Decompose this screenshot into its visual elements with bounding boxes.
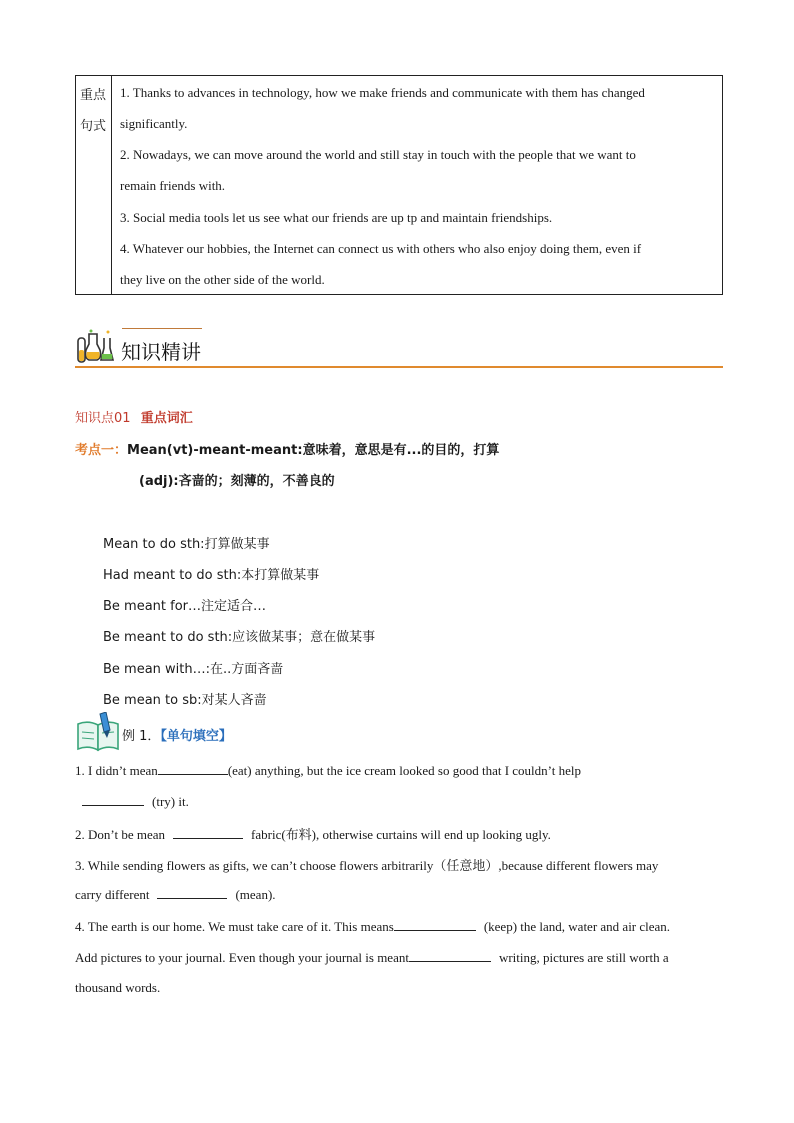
answer-blank[interactable] (409, 949, 491, 962)
phrase-item: Had meant to do sth:本打算做某事 (103, 568, 320, 583)
label-line-2: 句式 (80, 119, 107, 134)
question-text: writing, pictures are still worth a (498, 950, 669, 965)
question-4-line-3: thousand words. (75, 980, 161, 995)
question-text: 4. The earth is our home. We must take care of it. This means (75, 919, 394, 934)
phrase-item: Be meant to do sth:应该做某事；意在做某事 (103, 630, 376, 645)
example-heading (122, 725, 232, 744)
knowledge-point-heading (75, 407, 193, 426)
question-text: (keep) the land, water and air clean. (483, 919, 671, 934)
question-1-line-1 (75, 762, 581, 779)
answer-blank[interactable] (157, 886, 227, 899)
question-text: Add pictures to your journal. Even though your journal is meant (75, 950, 409, 965)
exam-point-label: 考点一： (75, 443, 128, 458)
phrase-item: Mean to do sth:打算做某事 (103, 537, 270, 552)
answer-blank[interactable] (158, 762, 228, 775)
answer-blank[interactable] (82, 793, 144, 806)
phrase-item: Be meant for…注定适合… (103, 599, 267, 614)
question-text: fabric(布料), otherwise curtains will end up looking ugly. (251, 827, 551, 842)
sentence-line: 3. Social media tools let us see what our friends are up tp and maintain friendships. (120, 210, 553, 225)
question-3-line-2 (75, 886, 276, 903)
answer-blank[interactable] (173, 826, 243, 839)
sentence-line: 1. Thanks to advances in technology, how we make friends and communicate with them has changed (120, 85, 645, 100)
header-underline (75, 366, 723, 368)
question-4-line-2 (75, 949, 669, 966)
question-4-line-1 (75, 918, 670, 935)
exam-point-definition-1: Mean(vt)-meant-meant:意味着，意思是有...的目的，打算 (127, 443, 500, 458)
open-book-icon (76, 712, 122, 752)
label-line-1: 重点 (80, 88, 107, 103)
sentence-line: 2. Nowadays, we can move around the world and still stay in touch with the people that we want to (120, 147, 636, 162)
knowledge-point-title: 重点词汇 (140, 411, 193, 426)
sentence-line: significantly. (120, 116, 188, 131)
example-type: 【单句填空】 (160, 729, 232, 744)
sentence-line: remain friends with. (120, 178, 226, 193)
knowledge-point-label: 知识点01 (75, 411, 131, 426)
question-2 (75, 824, 551, 843)
sentence-line: they live on the other side of the world. (120, 272, 325, 287)
phrase-item: Be mean with…:在..方面吝啬 (103, 662, 284, 677)
question-3-line-1: 3. While sending flowers as gifts, we can’t choose flowers arbitrarily（任意地）,because different flowers may (75, 858, 659, 873)
question-text: (eat) anything, but the ice cream looked so good that I couldn’t help (227, 763, 581, 778)
answer-blank[interactable] (394, 918, 476, 931)
section-title: 知识精讲 (121, 340, 201, 364)
section-header (75, 326, 723, 368)
exam-point-line (75, 439, 499, 458)
flask-icon (75, 328, 117, 364)
exam-point-definition-2: (adj):吝啬的；刻薄的，不善良的 (139, 474, 335, 489)
question-text: carry different (75, 887, 150, 902)
question-1-line-2 (82, 793, 189, 810)
phrase-item: Be mean to sb:对某人吝啬 (103, 693, 267, 708)
question-text: (try) it. (152, 794, 189, 809)
key-sentences-table (75, 75, 723, 295)
header-topline (122, 328, 202, 329)
sentence-line: 4. Whatever our hobbies, the Internet can connect us with others who also enjoy doing them, even if (120, 241, 642, 256)
question-text: (mean). (235, 887, 276, 902)
question-text: 1. I didn’t mean (75, 763, 158, 778)
table-label-column (76, 76, 112, 294)
example-label: 例 1． (122, 729, 161, 744)
question-text: 2. Don’t be mean (75, 827, 166, 842)
